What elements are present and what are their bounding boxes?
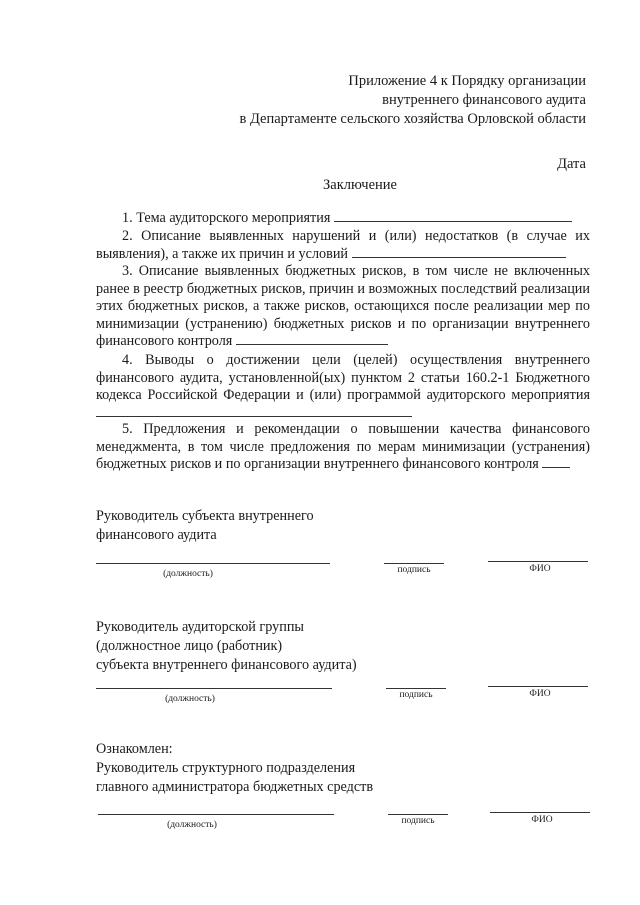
position-line[interactable] (96, 563, 330, 564)
name-line[interactable] (490, 812, 590, 813)
name-caption: ФИО (529, 564, 551, 574)
signature-heading-line: главного администратора бюджетных средств (96, 779, 374, 795)
appendix-header-line: внутреннего финансового аудита (382, 92, 586, 108)
name-caption: ФИО (531, 815, 553, 825)
position-caption: (должность) (165, 694, 215, 704)
name-line[interactable] (488, 686, 588, 687)
item-4-text: 4. Выводы о достижении цели (целей) осуществления внутреннего финансового аудита, установленной(ых) пунктом 2 статьи 160.2-1 Бюджетного кодекса Российской Федерации и (или) программой аудиторского мероприятия (96, 352, 590, 404)
document-title: Заключение (323, 177, 397, 193)
position-line[interactable] (96, 688, 332, 689)
name-caption: ФИО (529, 689, 551, 699)
appendix-header-line: Приложение 4 к Порядку организации (348, 73, 586, 89)
signature-caption: подпись (401, 816, 435, 826)
signature-block-3-heading (96, 740, 373, 797)
signature-line[interactable] (386, 688, 446, 689)
item-5-text: 5. Предложения и рекомендации о повышении качества финансового менеджмента, в том числе предложения по мерам минимизации (устранения) бюджетных рисков и по организации внутреннего финансового контроля (96, 421, 590, 473)
position-caption: (должность) (163, 569, 213, 579)
item-1-text: 1. Тема аудиторского мероприятия (122, 210, 331, 226)
signature-line[interactable] (384, 563, 444, 564)
signature-block-2-heading (96, 618, 357, 675)
position-caption: (должность) (167, 820, 217, 830)
item-5 (96, 421, 590, 474)
signature-heading-line: Руководитель аудиторской группы (96, 619, 304, 635)
fill-line[interactable] (236, 333, 388, 345)
signature-heading-line: финансового аудита (96, 527, 217, 543)
appendix-header-line: в Департаменте сельского хозяйства Орловской области (239, 111, 586, 127)
item-1 (96, 210, 590, 228)
signature-block-1-heading (96, 507, 314, 545)
signature-heading-line: Ознакомлен: (96, 741, 173, 757)
signature-heading-line: (должностное лицо (работник) (96, 638, 283, 654)
name-line[interactable] (488, 561, 588, 562)
position-line[interactable] (98, 814, 334, 815)
date-label: Дата (557, 156, 586, 172)
fill-line[interactable] (96, 405, 412, 417)
signature-heading-line: Руководитель субъекта внутреннего (96, 508, 314, 524)
appendix-header (146, 72, 586, 129)
item-3-text: 3. Описание выявленных бюджетных рисков, в том числе не включенных ранее в реестр бюджетных рисков, причин и возможных последствий реализации этих бюджетных рисков, а также рисков, остающихся после реализации мер по минимизации (устранению) бюджетных рисков и по организации внутреннего финансового контроля (96, 263, 590, 350)
signature-caption: подпись (397, 565, 431, 575)
fill-line[interactable] (334, 210, 572, 222)
item-2 (96, 228, 590, 263)
signature-line[interactable] (388, 814, 448, 815)
fill-line[interactable] (542, 456, 570, 468)
item-2-text: 2. Описание выявленных нарушений и (или) недостатков (в случае их выявления), а также их причин и условий (96, 228, 590, 262)
signature-heading-line: Руководитель структурного подразделения (96, 760, 356, 776)
signature-heading-line: субъекта внутреннего финансового аудита) (96, 657, 357, 673)
fill-line[interactable] (352, 246, 566, 258)
item-4 (96, 352, 590, 422)
signature-caption: подпись (399, 690, 433, 700)
item-3 (96, 263, 590, 351)
